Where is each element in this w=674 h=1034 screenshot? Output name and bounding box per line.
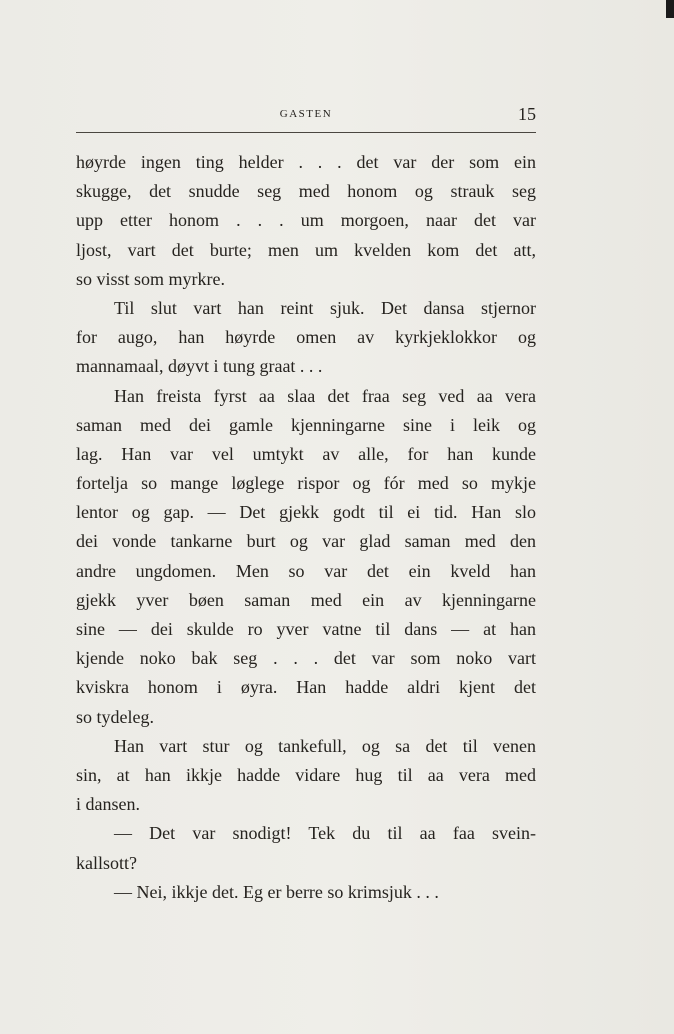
text-line: sin, at han ikkje hadde vidare hug til aa vera med <box>76 764 536 785</box>
page-number: 15 <box>518 104 536 124</box>
body-text <box>76 148 536 907</box>
text-line: sine — dei skulde ro yver vatne til dans — at han <box>76 619 536 639</box>
text-line: — Nei, ikkje det. Eg er berre so krimsjuk . . . <box>114 881 439 902</box>
text-line: gjekk yver bøen saman med ein av kjenningarne <box>76 589 536 610</box>
text-line: so tydeleg. <box>76 706 154 727</box>
text-line: lag. Han var vel umtykt av alle, for han kunde <box>76 443 536 464</box>
text-line: for augo, han høyrde omen av kyrkjeklokkor og <box>76 327 536 348</box>
text-line: saman med dei gamle kjenningarne sine i leik og <box>76 414 536 435</box>
text-line: Han vart stur og tankefull, og sa det til venen <box>114 735 536 756</box>
text-line: Til slut vart han reint sjuk. Det dansa stjernor <box>114 297 536 318</box>
text-line: i dansen. <box>76 794 140 815</box>
text-line: — Det var snodigt! Tek du til aa faa svein- <box>114 823 536 844</box>
scan-edge-mark <box>666 0 674 18</box>
page-header <box>76 104 536 128</box>
text-line: kviskra honom i øyra. Han hadde aldri kjent det <box>76 677 536 698</box>
text-line: andre ungdomen. Men so var det ein kveld han <box>76 560 536 581</box>
text-line: kallsott? <box>76 852 137 873</box>
text-line: kjende noko bak seg . . . det var som noko vart <box>76 648 536 669</box>
text-line: ljost, vart det burte; men um kvelden kom det att, <box>76 239 536 260</box>
text-line: dei vonde tankarne burt og var glad saman med den <box>76 531 536 552</box>
text-line: upp etter honom . . . um morgoen, naar det var <box>76 210 536 231</box>
text-line: fortelja so mange løglege rispor og fór med so mykje <box>76 473 536 494</box>
text-line: lentor og gap. — Det gjekk godt til ei tid. Han slo <box>76 502 536 523</box>
text-line: mannamaal, døyvt i tung graat . . . <box>76 356 323 377</box>
running-head: GASTEN <box>279 108 333 120</box>
text-line: Han freista fyrst aa slaa det fraa seg ved aa vera <box>114 385 536 406</box>
text-line: skugge, det snudde seg med honom og strauk seg <box>76 181 536 202</box>
text-line: so visst som myrkre. <box>76 268 226 289</box>
header-rule <box>76 132 536 133</box>
text-line: høyrde ingen ting helder . . . det var der som ein <box>76 152 536 172</box>
